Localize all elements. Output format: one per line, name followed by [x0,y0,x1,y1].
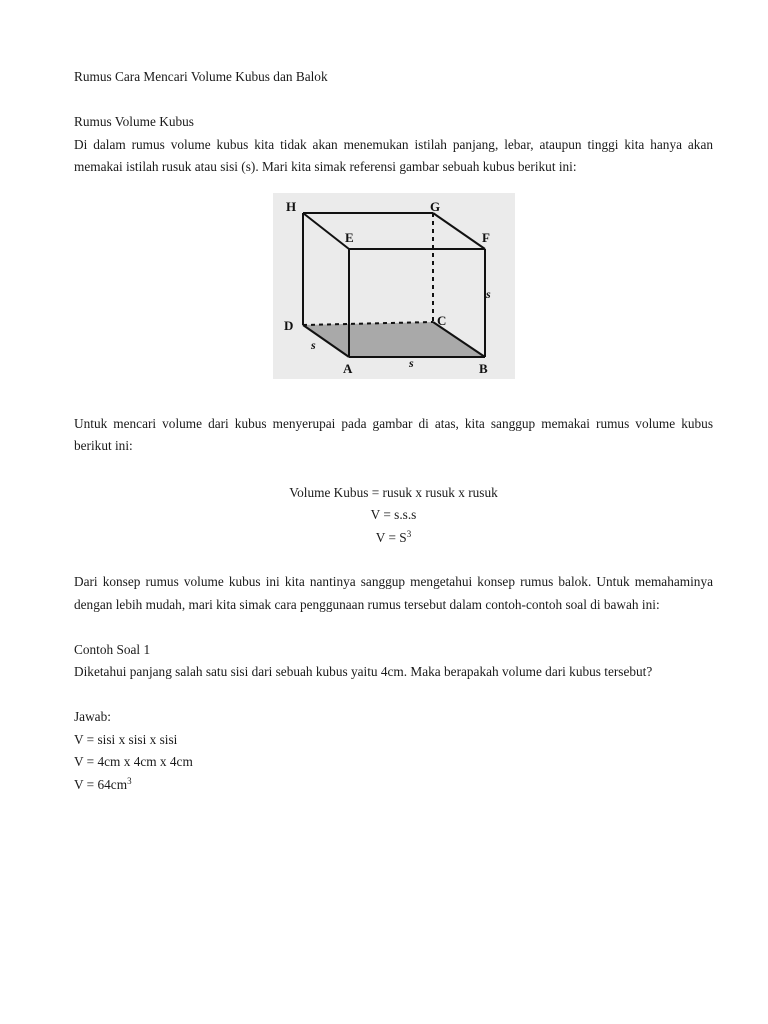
formula-block [74,482,713,550]
edge-label-left-bottom-s: s [311,337,316,352]
paragraph-balok: Dari konsep rumus volume kubus ini kita nantinya sanggup mengetahui konsep rumus balok. Untuk memahaminya dengan lebih mudah, mari kita simak cara penggunaan rumus tersebut dalam contoh-contoh soal di bawah ini: [74,574,713,612]
cube-diagram [273,193,515,379]
answer-label: Jawab: [74,709,111,724]
formula-line-3: $V = S^3$ [375,528,412,545]
vertex-label-F: F [482,229,490,245]
example-heading: Contoh Soal 1 [74,641,151,657]
vertex-label-E: E [345,229,354,245]
vertex-label-D: D [284,317,294,333]
vertex-label-H: H [286,198,297,214]
edge-label-right-s: s [486,286,491,301]
vertex-label-G: G [430,198,441,214]
vertex-label-A: A [343,360,353,376]
paragraph-after-figure: Untuk mencari volume dari kubus menyerupai pada gambar di atas, kita sanggup memakai rumus volume kubus berikut ini: [74,415,713,453]
cube-figure [273,193,515,379]
answer-step-3: $V = 64cm^3$ [74,775,132,792]
answer-step-2: V = 4cm x 4cm x 4cm [74,754,193,769]
example-question: Diketahui panjang salah satu sisi dari sebuah kubus yaitu 4cm. Maka berapakah volume dari kubus tersebut? [74,664,653,679]
edge-GF [433,213,485,249]
section-heading: Rumus Volume Kubus [74,114,194,129]
intro-paragraph: Di dalam rumus volume kubus kita tidak akan menemukan istilah panjang, lebar, ataupun tinggi kita hanya akan memakai istilah rusuk atau sisi (s). Mari kita simak referensi gambar sebuah kubus berikut ini: [74,136,713,174]
vertex-label-B: B [479,360,488,376]
document-title: Rumus Cara Mencari Volume Kubus dan Balok [74,69,328,84]
vertex-label-C: C [437,312,447,328]
edge-label-bottom-s: s [409,355,414,370]
edge-HE [303,213,349,249]
document-page [74,66,713,796]
formula-line-2: V = s.s.s [370,507,417,522]
formula-line-1: Volume Kubus = rusuk x rusuk x rusuk [289,484,498,500]
answer-step-1: V = sisi x sisi x sisi [74,731,178,747]
